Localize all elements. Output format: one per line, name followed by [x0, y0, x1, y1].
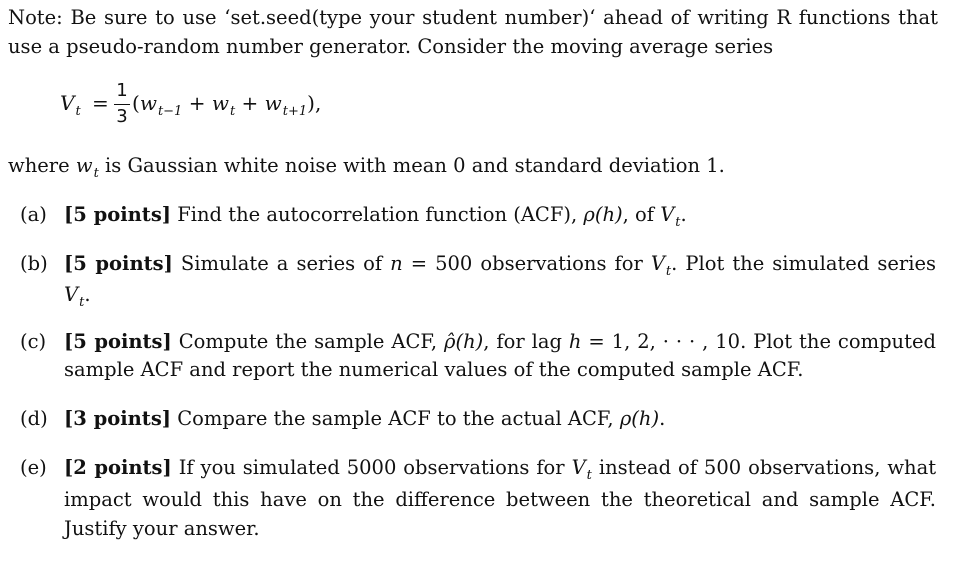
intro-text-1: Note: Be sure to use ‘set.seed(type your student number)‘ ahead of writing R functions that — [8, 6, 938, 29]
item-b: [5 points] Simulate a series of n = 500 observations for $V_t$. Plot the simulated series $V_t$. — [64, 252, 936, 310]
formula-numerator: 1 — [116, 80, 128, 101]
formula-denominator: 3 — [116, 106, 128, 127]
item-c-label: (c) — [20, 330, 47, 353]
item-a-points: [5 points] — [64, 203, 172, 226]
item-c-points: [5 points] — [64, 330, 172, 353]
formula-lhs: $V_t$ — [60, 91, 81, 119]
item-e: [2 points] If you simulated 5000 observations for $V_t$ instead of 500 observations, what impact would this have on the difference between the theoretical and sample ACF. Justify your answer. — [64, 456, 937, 540]
item-d-label: (d) — [20, 407, 48, 430]
item-e-label: (e) — [20, 456, 47, 479]
moving-average-formula — [60, 78, 380, 138]
item-b-points: [5 points] — [64, 252, 173, 275]
where-line: where $w_t$ is Gaussian white noise with mean 0 and standard deviation 1. — [8, 154, 725, 181]
fraction-bar — [114, 104, 130, 105]
intro-line-2: use a pseudo-random number generator. Consider the moving average series — [8, 35, 774, 58]
item-b-label: (b) — [20, 252, 48, 275]
item-d: [3 points] Compare the sample ACF to the actual ACF, ρ(h). — [64, 407, 666, 430]
item-c: [5 points] Compute the sample ACF, ρ̂(h), for lag h = 1, 2, · · · , 10. Plot the computed sample ACF and report the numerical values of the computed sample ACF. — [64, 330, 936, 381]
item-e-points: [2 points] — [64, 456, 172, 479]
formula-equals: = — [92, 91, 109, 115]
formula-rhs: $(w_{t-1} + w_t + w_{t+1})$, — [132, 91, 322, 119]
item-d-points: [3 points] — [64, 407, 172, 430]
item-a: [5 points] Find the autocorrelation function (ACF), ρ(h), of $V_t$. — [64, 203, 687, 230]
item-a-label: (a) — [20, 203, 47, 226]
intro-line-1 — [8, 6, 938, 30]
